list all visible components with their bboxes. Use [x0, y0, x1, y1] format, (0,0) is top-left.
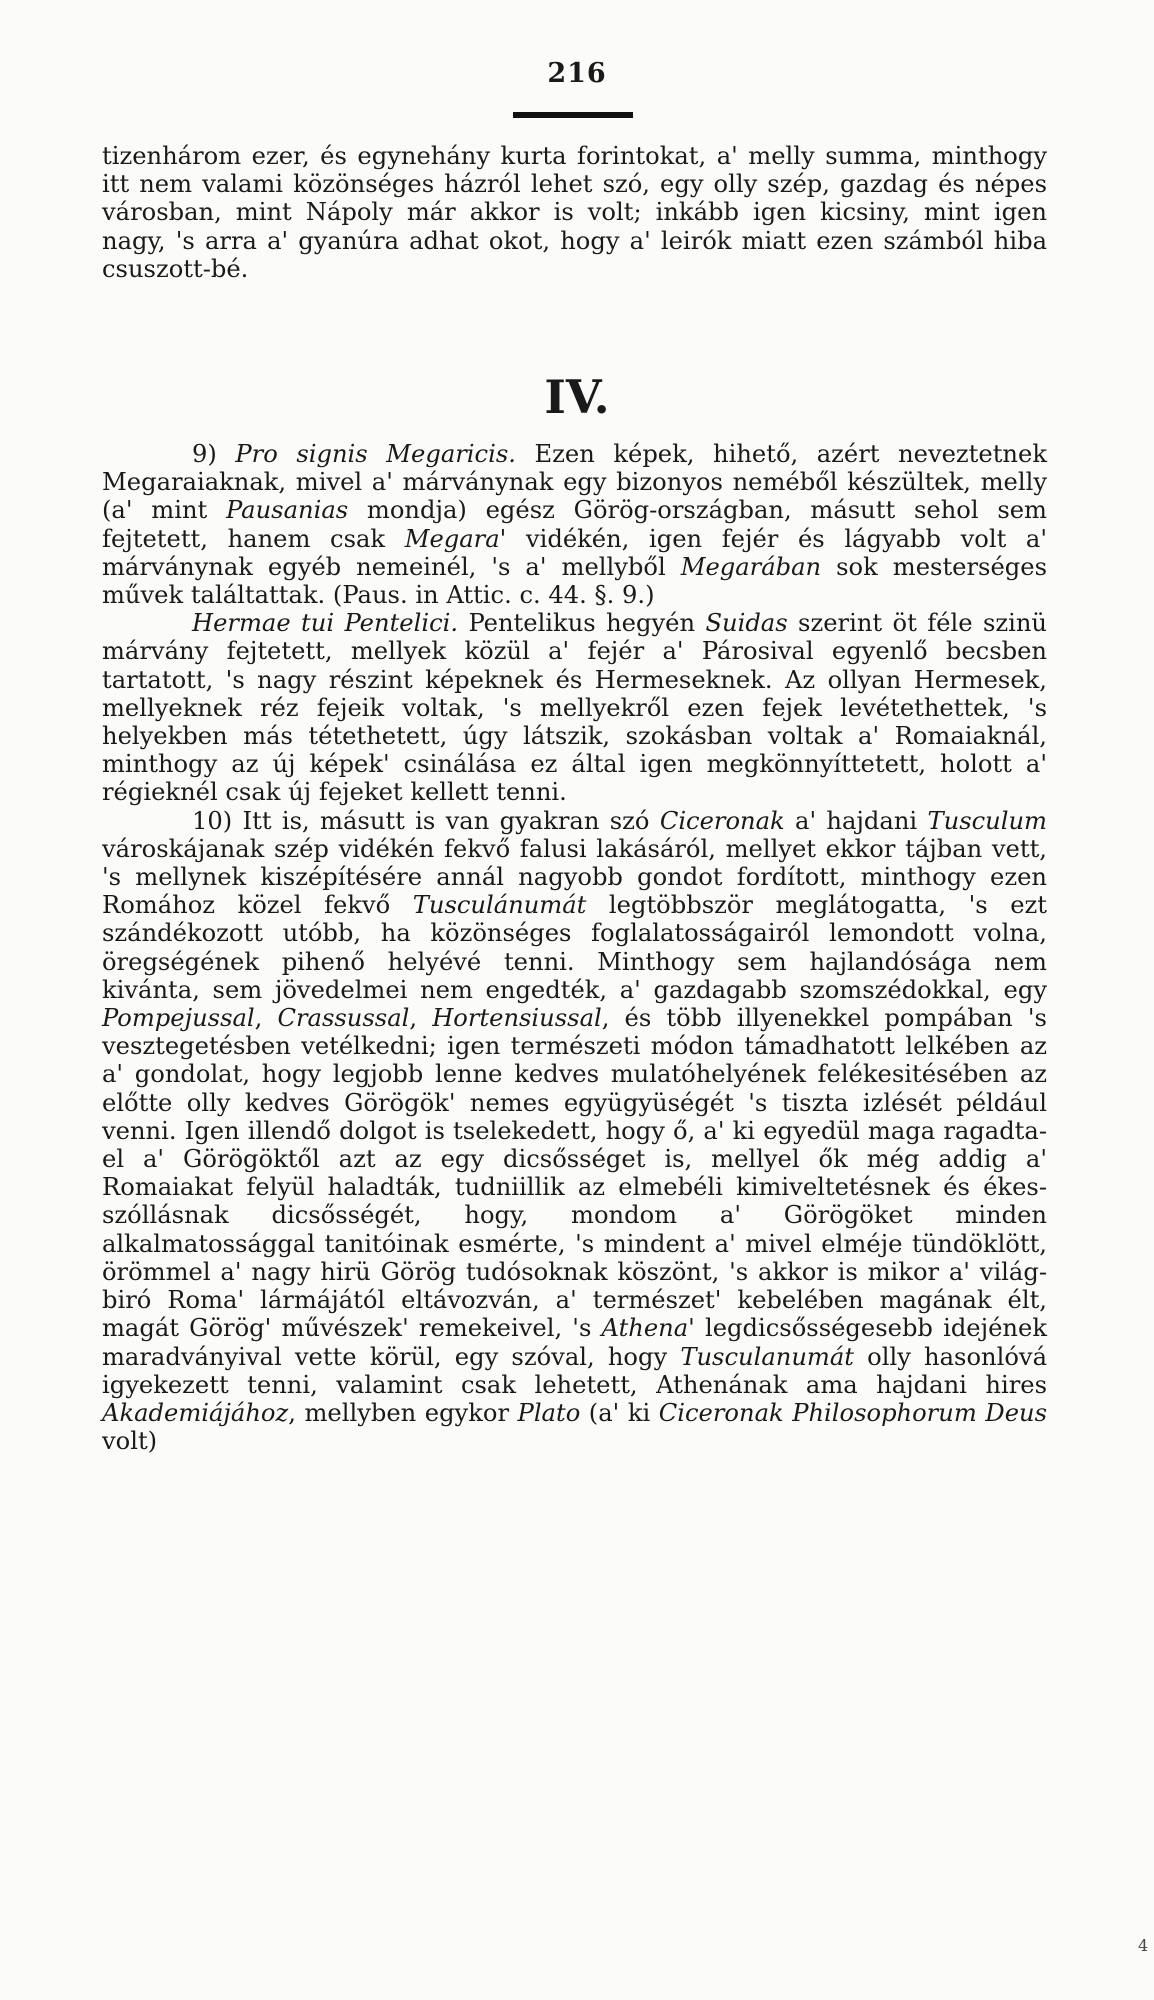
note-10-text: , [254, 1004, 278, 1033]
page-number: 216 [547, 58, 607, 89]
notes-body [102, 440, 1047, 1455]
continuation-text: tizenhárom ezer, és egynehány kurta forintokat, a' melly summa, minthogy itt nem valami közönséges házról lehet szó, egy olly szép, gazdag és népes városban, mint Nápoly már akkor is volt; inkább igen kicsiny, mint igen nagy, 's arra a' gyanúra adhat okot, hogy a' leirók miatt ezen számból hiba csuszott-bé. [102, 142, 1047, 283]
note-10-text: , és több illyenekkel pompában 's vesztegetésben vetélkedni; igen természeti módon támadhatott lelkében az a' gondolat, hogy legjobb lenne kedves mulatóhelyének felékesitésében az előtte olly kedves Görögök' nemes együgyüségét 's tiszta izlését például venni. Igen illendő dolgot is tselekedett, hogy ő, a' ki egyedül maga ragadta-el a' Görögöktől azt az egy dicsősséget is, mellyel ők még addig a' Romaiakat felyül haladták, tudniillik az elmebéli kimiveltetésnek és ékes-szóllásnak dicsősségét, hogy, mondom a' Görögöket minden alkalmatossággal tanitóinak esmérte, 's mindent a' mivel elméje tündöklött, örömmel a' nagy hirü Görög tudósoknak köszönt, 's akkor is mikor a' világ-biró Roma' lármájától eltávozván, a' természet' kebelében magának élt, magát Görög' művészek' remekeivel, 's [102, 1004, 1047, 1343]
hermae-paragraph [102, 609, 1047, 806]
note-10-ciceronak-2: Ciceronak [658, 1398, 784, 1427]
hermae-suidas: Suidas [705, 609, 788, 638]
note-10-text: (a' ki [580, 1398, 659, 1427]
note-10-ciceronak: Ciceronak [659, 806, 785, 835]
note-10-tusculanumat: Tusculánumát [412, 891, 587, 920]
note-10-tusculum: Tusculum [927, 806, 1047, 835]
hermae-text: Pentelikus hegyén [458, 609, 706, 638]
continuation-paragraph [102, 142, 1047, 283]
note-10-text: volt) [102, 1427, 158, 1456]
note-10-number: 10) [192, 806, 233, 835]
margin-mark: 4 [1138, 1936, 1149, 1955]
hermae-title: Hermae tui Pentelici. [192, 609, 459, 638]
note-10-athena: Athena' [601, 1314, 695, 1343]
note-10-crassussal: Crassussal [277, 1004, 410, 1033]
note-10-text: olly hasonlóvá igyekezett tenni, valamint csak lehetett, Athenának ama hajdani hires [102, 1342, 1047, 1399]
note-10-text: legdicsősségesebb idejének maradványival vette körül, egy szóval, hogy [102, 1314, 1047, 1371]
note-10-philosophorum: Philosophorum Deus [792, 1398, 1047, 1427]
note-10-plato: Plato [517, 1398, 581, 1427]
note-9-text: sok mesterséges művek találtattak. (Paus. in Attic. c. 44. §. 9.) [102, 552, 1047, 610]
note-9 [102, 440, 1047, 609]
note-9-megara: Megara' [404, 524, 507, 553]
note-10-text: a' hajdani [784, 806, 928, 835]
note-10-text: legtöbbször meglátogatta, 's ezt szándékozott utóbb, ha közönséges foglalatosságairól lemondott volna, öregségének pihenő helyévé tenni. Minthogy sem hajlandósága nem kivánta, sem jövedelmei nem engedték, a' gazdagabb szomszédokkal, egy [102, 891, 1047, 1004]
note-10-pompejussal: Pompejussal [102, 1004, 255, 1033]
note-9-text: Ezen képek, hihető, azért neveztetnek Megaraiaknak, mivel a' márványnak egy bizonyos neméből készültek, melly (a' mint [102, 440, 1047, 525]
note-9-megaraban: Megarában [680, 552, 822, 581]
note-10-text: , [409, 1004, 433, 1033]
note-10-akademiajahoz: Akademiájához [102, 1398, 289, 1427]
note-9-text: mondja) egész Görög-országban, másutt sehol sem fejtetett, hanem csak [102, 496, 1047, 553]
note-10-tusculanumat-2: Tusculanumát [680, 1342, 854, 1371]
section-heading: IV. [544, 370, 610, 424]
note-9-title: Pro signis Megaricis. [235, 440, 516, 468]
header-rule [513, 112, 633, 118]
note-9-pausanias: Pausanias [226, 496, 349, 525]
note-10-text: , mellyben egykor [288, 1398, 518, 1427]
note-10-text: Itt is, másutt is van gyakran szó [232, 806, 660, 835]
note-10 [102, 807, 1047, 1456]
note-9-text: vidékén, igen fejér és lágyabb volt a' márványnak egyéb nemeinél, 's a' mellyből [102, 524, 1047, 581]
note-10-text: városkájanak szép vidékén fekvő falusi lakásáról, mellyet ekkor tájban vett, 's mellynek kiszépítésére annál nagyobb gondot fordított, minthogy ezen Romához közel fekvő [102, 834, 1047, 920]
note-9-number: 9) [192, 440, 217, 468]
hermae-text: szerint öt féle szinü márvány fejtetett, mellyek közül a' fejér a' Párosival egyenlő becsben tartatott, 's nagy részint képeknek és Hermeseknek. Az ollyan Hermesek, mellyeknek réz fejeik voltak, 's mellyekről ezen fejek levétethettek, 's helyekben más tétethetett, úgy látszik, szokásban voltak a' Romaiaknál, minthogy az új képek' csinálása ez által igen megkönnyíttetett, holott a' régieknél csak új fejeket kellett tenni. [102, 609, 1047, 807]
note-10-hortensiussal: Hortensiussal [432, 1004, 602, 1033]
